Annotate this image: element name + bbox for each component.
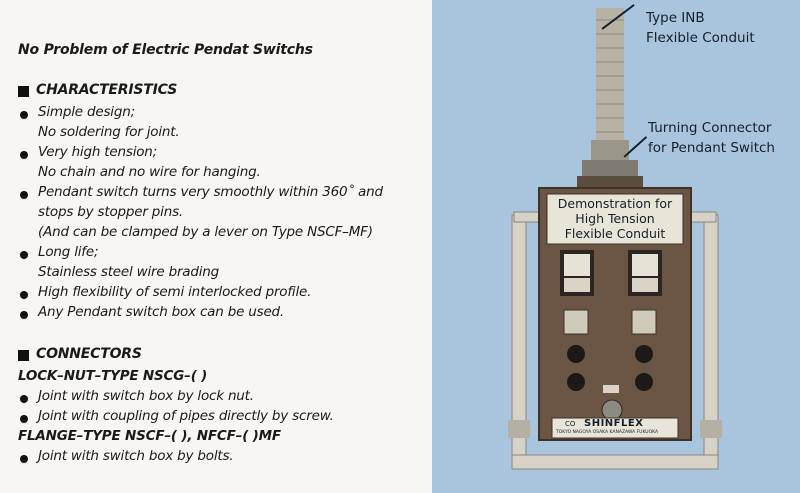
- brand-prefix: CO: [565, 420, 576, 428]
- list-item: Very high tension;: [38, 144, 158, 160]
- list-item: High flexibility of semi interlocked profile.: [38, 284, 312, 300]
- bullet-icon: [20, 251, 28, 259]
- list-item: Joint with coupling of pipes directly by screw.: [38, 408, 334, 424]
- list-item: Any Pendant switch box can be used.: [38, 304, 285, 320]
- bullet-icon: [20, 311, 28, 319]
- list-item: No soldering for joint.: [38, 124, 180, 140]
- bullet-icon: [20, 455, 28, 463]
- flexible-conduit: [596, 8, 624, 158]
- list-item: Joint with switch box by lock nut.: [38, 388, 254, 404]
- callout-conduit-line1: Type INB: [646, 10, 705, 26]
- product-photo: [432, 0, 800, 493]
- lock-nut-type-heading: LOCK–NUT–TYPE NSCG–( ): [18, 368, 208, 384]
- bullet-icon: [20, 111, 28, 119]
- brand-cities: TOKYO NAGOYA OSAKA KANAZAWA FUKUOKA: [556, 430, 659, 435]
- bullet-icon: [20, 191, 28, 199]
- callout-conduit-line2: Flexible Conduit: [646, 30, 755, 46]
- connectors-heading: CONNECTORS: [36, 346, 142, 362]
- demo-label-line1: Demonstration for: [557, 196, 673, 211]
- flange-type-heading: FLANGE–TYPE NSCF–( ), NFCF–( )MF: [18, 428, 281, 444]
- list-item: Stainless steel wire brading: [38, 264, 220, 280]
- list-item: (And can be clamped by a lever on Type NSCF–MF): [38, 224, 373, 240]
- brand-name: SHINFLEX: [584, 418, 644, 429]
- bullet-icon: [20, 151, 28, 159]
- characteristics-heading: CHARACTERISTICS: [36, 82, 178, 98]
- demo-label-line2: High Tension: [575, 211, 655, 226]
- list-item: stops by stopper pins.: [38, 204, 184, 220]
- demo-label-line3: Flexible Conduit: [564, 226, 666, 241]
- callout-connector-line2: for Pendant Switch: [648, 140, 775, 156]
- section-square-icon: [18, 350, 29, 361]
- list-item: Simple design;: [38, 104, 135, 120]
- list-item: Joint with switch box by bolts.: [38, 448, 234, 464]
- callout-connector-line1: Turning Connector: [648, 120, 772, 136]
- bullet-icon: [20, 291, 28, 299]
- list-item: Pendant switch turns very smoothly within 360˚ and: [38, 184, 383, 200]
- page-title: No Problem of Electric Pendat Switchs: [18, 42, 313, 58]
- bullet-icon: [20, 415, 28, 423]
- section-square-icon: [18, 86, 29, 97]
- bullet-icon: [20, 395, 28, 403]
- list-item: No chain and no wire for hanging.: [38, 164, 261, 180]
- list-item: Long life;: [38, 244, 99, 260]
